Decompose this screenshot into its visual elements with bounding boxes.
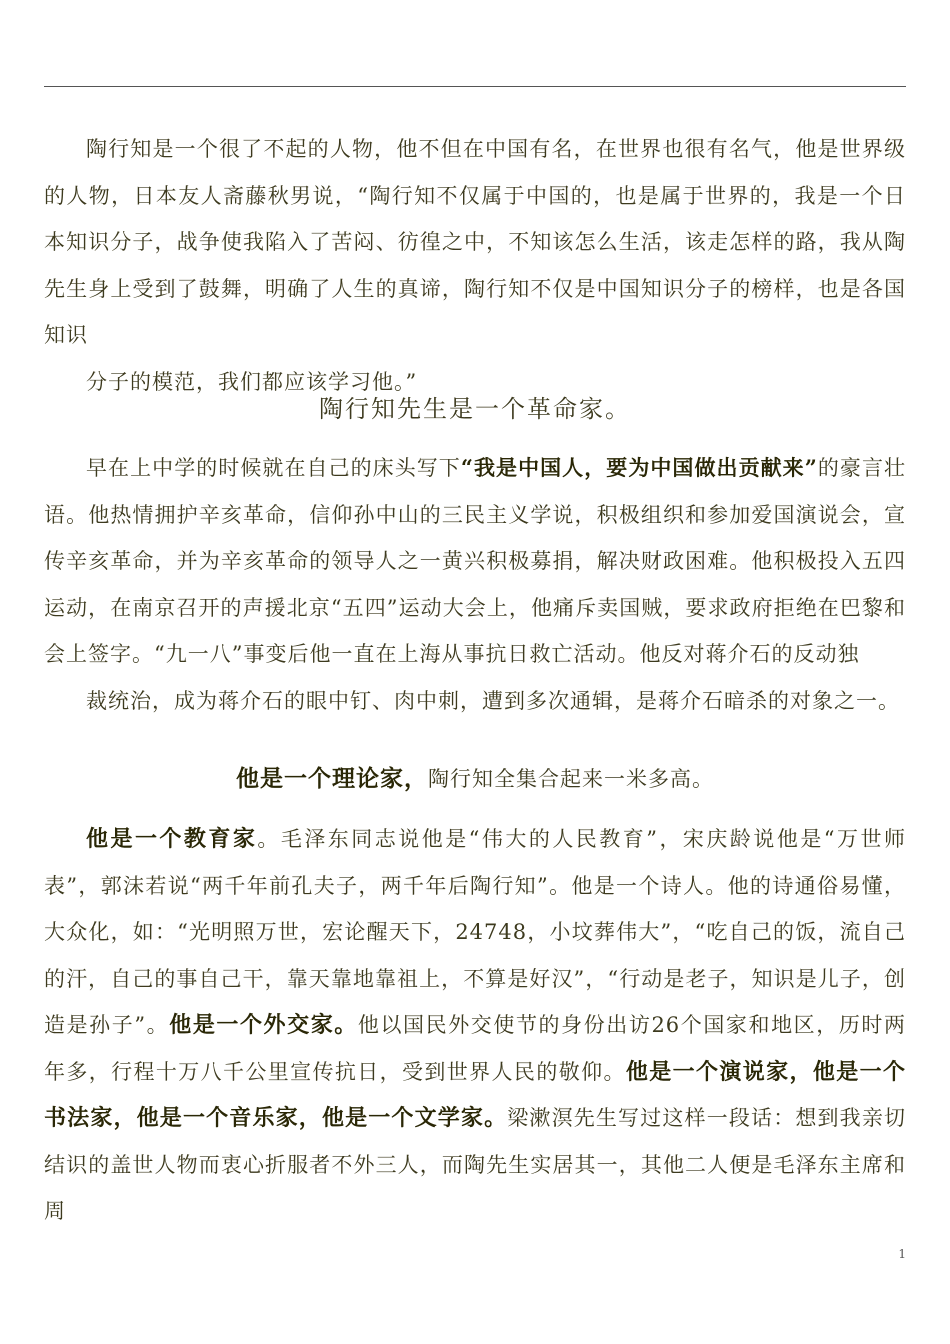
page-number: 1 [898,1247,906,1261]
theorist-bold: 他是一个理论家， [236,765,428,792]
educator-bold: 他是一个教育家 [86,826,258,852]
revolutionary-last-line: 裁统治，成为蒋介石的眼中钉、肉中刺，遭到多次通辑，是蒋介石暗杀的对象之一。 [86,688,900,713]
educator-text: 。毛泽东同志说他是“伟大的人民教育”，宋庆龄说他是“万世师表”，郭沫若说“两千年前孔夫子，两千年后陶行知”。他是一个诗人。他的诗通俗易懂，大众化，如：“光明照万世，宏论醒天下，24748，小坟葬伟大”，“吃自己的饭，流自己的汗，自己的事自己干，靠天靠地靠祖上，不算是好汉”，“行动是老子，知识是儿子，创造是孙子”。 [44,827,906,1037]
revolutionary-text: 的豪言壮语。他热情拥护辛亥革命，信仰孙中山的三民主义学说，积极组织和参加爱国演说会，宣传辛亥革命，并为辛亥革命的领导人之一黄兴积极募捐，解决财政困难。他积极投入五四运动，在南京召开的声援北京“五四”运动大会上，他痛斥卖国贼，要求政府拒绝在巴黎和会上签字。“九一八”事变后他一直在上海从事抗日救亡活动。他反对蒋介石的反动独 [44,456,906,666]
intro-last-line: 分子的模范，我们都应该学习他。” [86,369,418,394]
diplomat-text: 他以国民外交使节的身份出访26个国家和地区，历时两年多，行程十万八千公里宣传抗日，受到世界人民的敬仰。 [44,1013,906,1084]
paragraph-educator [44,816,906,1235]
header-rule [44,86,906,87]
revolutionary-lead: 早在上中学的时候就在自己的床头写下 [86,456,461,480]
orator-bold: 他是一个演说家，他是一个书法家，他是一个音乐家，他是一个文学家。 [44,1058,906,1131]
paragraph-revolutionary [44,445,906,724]
diplomat-bold: 他是一个外交家。 [169,1012,358,1038]
intro-text: 陶行知是一个很了不起的人物，他不但在中国有名，在世界也很有名气，他是世界级的人物，日本友人斋藤秋男说，“陶行知不仅属于中国的，也是属于世界的，我是一个日本知识分子，战争使我陷入了苦闷、彷徨之中，不知该怎么生活，该走怎样的路，我从陶先生身上受到了鼓舞，明确了人生的真谛，陶行知不仅是中国知识分子的榜样，也是各国知识 [44,137,906,347]
paragraph-intro [44,126,906,405]
paragraph-theorist [44,756,906,803]
theorist-text: 陶行知全集合起来一米多高。 [428,767,714,791]
revolutionary-quote: “我是中国人，要为中国做出贡献来” [460,455,818,480]
section-heading-revolutionary: 陶行知先生是一个革命家。 [319,395,631,423]
liang-quote-text: 梁漱溟先生写过这样一段话：想到我亲切结识的盖世人物而衷心折服者不外三人，而陶先生实居其一，其他二人便是毛泽东主席和周 [44,1106,906,1223]
